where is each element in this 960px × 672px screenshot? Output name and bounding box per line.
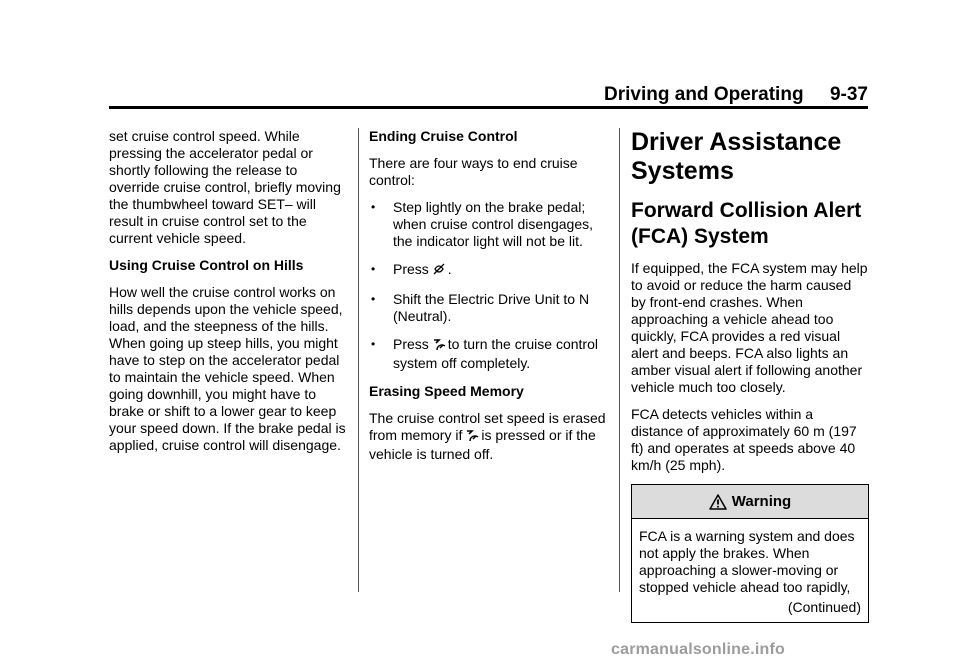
column-right <box>631 128 869 623</box>
warning-box <box>631 484 869 623</box>
continued-label: (Continued) <box>787 599 861 615</box>
list-item: • Step lightly on the brake pedal; when cruise control disengages, the indicator light will not be lit. <box>371 199 594 249</box>
warning-body: FCA is a warning system and does not apply the brakes. When approaching a slower-moving or stopped vehicle ahead too rapidly, (Continued) <box>639 528 861 615</box>
bullet-icon: • <box>371 292 376 306</box>
paragraph: How well the cruise control works on hills depends upon the vehicle speed, load, and the steepness of the hills. When going up steep hills, you might have to step on the accelerator pedal to maintain the vehicle speed. When going downhill, you might have to brake or shift to a lower gear to keep your speed down. If the brake pedal is applied, cruise control will disengage. <box>109 284 346 453</box>
subheading-ending-cruise: Ending Cruise Control <box>369 128 518 144</box>
cruise-control-icon <box>465 428 479 446</box>
paragraph: If equipped, the FCA system may help to avoid or reduce the harm caused by front-end crashes. When approaching a vehicle ahead too quickly, FCA provides a red visual alert and beeps. FCA also lights an amber visual alert if following another vehicle much too closely. <box>631 260 868 395</box>
column-divider <box>619 128 620 592</box>
warning-label: Warning <box>731 493 792 510</box>
section-title: Driver Assistance Systems <box>631 128 842 185</box>
header-title: Driving and Operating 9-37 <box>604 84 868 105</box>
warning-triangle-icon <box>709 494 727 510</box>
page-number: 9-37 <box>829 84 868 105</box>
subheading-cruise-hills: Using Cruise Control on Hills <box>109 257 304 273</box>
column-left <box>109 128 347 464</box>
bullet-icon: • <box>371 337 376 351</box>
paragraph: FCA detects vehicles within a distance of approximately 60 m (197 ft) and operates at speeds above 40 km/h (25 mph). <box>631 406 857 473</box>
subheading-erasing-memory: Erasing Speed Memory <box>369 383 524 399</box>
header-rule <box>109 106 868 109</box>
paragraph: set cruise control speed. While pressing the accelerator pedal or shortly following the release to override cruise control, briefly moving the thumbwheel toward SET– will result in cruise control set to the current vehicle speed. <box>109 128 341 246</box>
paragraph: There are four ways to end cruise control: <box>369 155 578 188</box>
column-middle <box>369 128 609 473</box>
cruise-cancel-icon <box>432 262 446 280</box>
bullet-list <box>369 199 609 372</box>
paragraph: The cruise control set speed is erased from memory if is pressed or if the vehicle is turned off. <box>369 410 606 462</box>
bullet-icon: • <box>371 200 376 214</box>
watermark: carmanualsonline.info <box>611 641 786 658</box>
cruise-control-icon <box>432 337 446 355</box>
bullet-icon: • <box>371 262 376 276</box>
subsection-title: Forward Collision Alert (FCA) System <box>631 199 862 248</box>
list-item: • Press to turn the cruise control system off completely. <box>371 336 598 371</box>
list-item: • Press . <box>369 261 609 280</box>
warning-header <box>632 485 868 519</box>
column-divider <box>358 128 359 592</box>
list-item: • Shift the Electric Drive Unit to N (Neutral). <box>371 291 590 324</box>
